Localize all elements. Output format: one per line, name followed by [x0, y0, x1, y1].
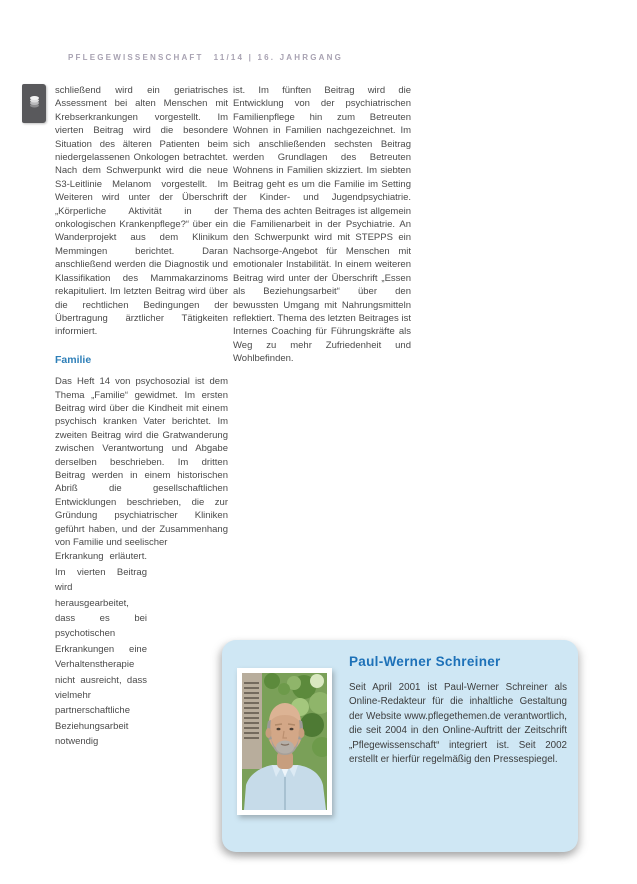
- author-name-title: Paul-Werner Schreiner: [349, 654, 501, 669]
- left-paragraph-familie-wrapped: Erkrankung erläutert. Im vierten Beitrag wird herausgearbeitet, dass es bei psychotischen Erkrankungen eine Verhaltenstherapie nicht ausreicht, dass vielmehr partnerschaftliche Beziehungsarbeit notwendig: [55, 551, 147, 748]
- left-paragraph-familie: Das Heft 14 von psychosozial ist dem Thema „Familie“ gewidmet. Im ersten Beitrag wird über die Kindheit mit einem psychisch kranken Vater berichtet. Im zweiten Beitrag wird die Gratwanderung zwischen Verantwortung und Abgabe derselben beschrieben. Im dritten Beitrag werden in einem historischen Abriß die gesellschaftlichen Entwicklungen beschrieben, die zur Gründung psychiatrischer Kliniken geführt haben, und der Zusammenhang von Familie und seelischer: [55, 376, 228, 548]
- page-margin-tab: [22, 84, 46, 123]
- journal-title: PFLEGEWISSENSCHAFT: [68, 53, 204, 62]
- author-bio-text: Seit April 2001 ist Paul-Werner Schreiner als Online-Redakteur für die inhaltliche Gestaltung der Website www.pflegethemen.de verantwortlich, die seit 2004 in den Online-Auftritt der Zeitschrift „Pflegewissenschaft“ integriert ist. Seit 2002 erstellt er hierfür regelmäßig den Pressespiegel.: [349, 682, 567, 766]
- page-stack-icon: [28, 94, 41, 114]
- right-paragraph-psychosozial: ist. Im fünften Beitrag wird die Entwicklung von der psychiatrischen Familienpflege hin zum Betreuten Wohnen in Familien nachgezeichnet. Im sich anschließenden sechsten Beitrag werden Grundlagen des Betreuten Wohnens in Familien skizziert. Im siebten Beitrag geht es um die Familie im Setting der Kinder- und Jugendpsychiatrie. Thema des achten Beitrages ist allgemein die Familienarbeit in der Psychiatrie. An den Schwerpunkt wird mit STEPPS ein Nachsorge-Angebot für Menschen mit emotionaler Instabilität. In einem weiteren Beitrag wird unter der Überschrift „Essen als Beziehungsarbeit“ über den bewussten Umgang mit Nahrungsmitteln reflektiert. Thema des letzten Beitrages ist Internes Coaching für Führungskräfte als Weg zu mehr Zufriedenheit und Wohlbefinden.: [233, 85, 411, 365]
- journal-header: [68, 53, 343, 62]
- author-photo-frame: [237, 668, 332, 815]
- left-paragraph-oncology: schließend wird ein geriatrisches Assessment bei alten Menschen mit Krebserkrankungen vorgestellt. Im vierten Beitrag wird die besondere Situation des älteren Patienten beim niedergelassenen Onkologen betrachtet. Nach dem Schwerpunkt wird die neue S3-Leitlinie Melanom vorgestellt. Im Weiteren wird unter der Überschrift „Körperliche Aktivität in der onkologischen Krankenpflege?“ über ein Wanderprojekt aus dem Klinikum Memmingen berichtet. Daran anschließend werden die Diagnostik und Klassifikation des Mammakarzinoms rekapituliert. Im letzten Beitrag wird über die rechtlichen Bedingungen der Übertragung ärztlicher Tätigkeiten informiert.: [55, 85, 228, 338]
- author-info-content: [349, 654, 567, 767]
- author-portrait-photo: [242, 673, 327, 810]
- section-heading-familie: Familie: [55, 353, 92, 366]
- left-text-column: [55, 84, 228, 750]
- right-text-column: [233, 84, 411, 366]
- journal-issue: 11/14 | 16. JAHRGANG: [213, 53, 343, 62]
- author-info-box: [222, 640, 578, 852]
